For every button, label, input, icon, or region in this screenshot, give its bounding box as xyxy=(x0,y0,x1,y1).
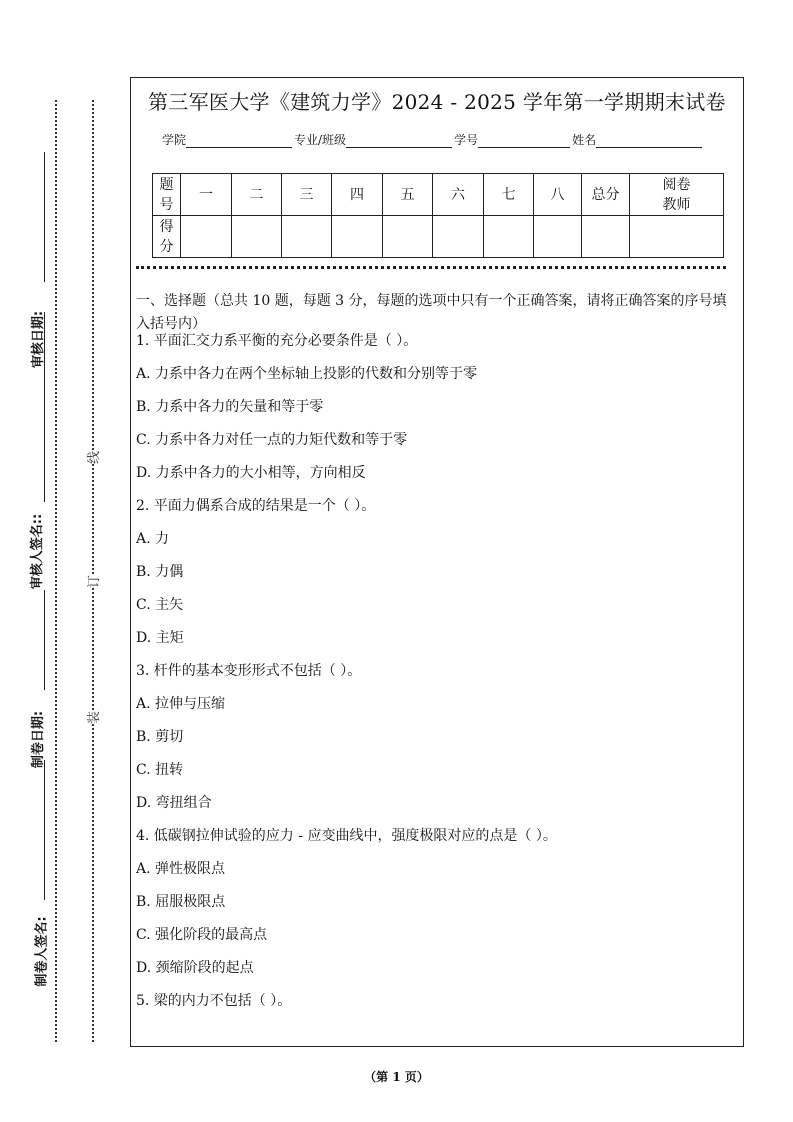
option-line: D. 主矩 xyxy=(136,630,184,646)
make-date-label: 制卷日期: xyxy=(31,710,47,769)
header-label: 题号 xyxy=(153,174,181,216)
major-field[interactable] xyxy=(346,133,452,148)
divider-dotted xyxy=(136,266,726,269)
question-line: 2. 平面力偶系合成的结果是一个（ ）。 xyxy=(136,498,376,514)
score-cell[interactable] xyxy=(181,216,232,258)
maker-sign-label: 制卷人签名: xyxy=(34,916,50,987)
section-heading: 一、选择题（总共 10 题，每题 3 分，每题的选项中只有一个正确答案，请将正确答案的序号填入括号内） xyxy=(136,293,727,332)
col-8: 八 xyxy=(534,174,582,216)
review-date-label: 审核日期: xyxy=(31,310,47,369)
student-info-line xyxy=(162,131,704,148)
score-label: 得分 xyxy=(153,216,181,258)
option-line: B. 屈服极限点 xyxy=(136,894,226,910)
option-line: B. 剪切 xyxy=(136,729,184,745)
option-line: A. 拉伸与压缩 xyxy=(136,696,226,712)
bind-mark-ding: 订 xyxy=(83,575,102,588)
option-line: D. 弯扭组合 xyxy=(136,795,212,811)
option-line: D. 力系中各力的大小相等，方向相反 xyxy=(136,465,366,481)
option-line: B. 力系中各力的矢量和等于零 xyxy=(136,399,324,415)
col-5: 五 xyxy=(383,174,433,216)
col-grader: 阅卷教师 xyxy=(630,174,724,216)
option-line: B. 力偶 xyxy=(136,564,184,580)
student-id-label: 学号 xyxy=(454,133,479,147)
name-field[interactable] xyxy=(596,133,702,148)
col-total: 总分 xyxy=(582,174,630,216)
score-cell[interactable] xyxy=(484,216,534,258)
major-label: 专业/班级 xyxy=(294,133,347,147)
college-field[interactable] xyxy=(186,133,292,148)
reviewer-sign-line xyxy=(44,312,45,502)
maker-sign-line xyxy=(44,760,45,900)
col-4: 四 xyxy=(332,174,383,216)
page-number: （第 1 页） xyxy=(364,1070,429,1084)
option-line: A. 力 xyxy=(136,531,170,547)
score-cell[interactable] xyxy=(534,216,582,258)
option-line: C. 力系中各力对任一点的力矩代数和等于零 xyxy=(136,432,408,448)
seal-dotted-line-outer xyxy=(55,100,57,1042)
score-cell[interactable] xyxy=(332,216,383,258)
option-line: C. 主矢 xyxy=(136,597,184,613)
option-line: D. 颈缩阶段的起点 xyxy=(136,960,254,976)
questions xyxy=(136,290,736,1024)
review-date-line xyxy=(44,152,45,282)
make-date-line xyxy=(44,590,45,690)
score-cell[interactable] xyxy=(582,216,630,258)
option-line: C. 扭转 xyxy=(136,762,184,778)
name-label: 姓名 xyxy=(572,133,597,147)
col-7: 七 xyxy=(484,174,534,216)
question-line: 1. 平面汇交力系平衡的充分必要条件是（ ）。 xyxy=(136,333,418,349)
col-1: 一 xyxy=(181,174,232,216)
col-2: 二 xyxy=(232,174,282,216)
option-line: A. 力系中各力在两个坐标轴上投影的代数和分别等于零 xyxy=(136,366,478,382)
question-line: 3. 杆件的基本变形形式不包括（ ）。 xyxy=(136,663,362,679)
score-table-score-row xyxy=(153,216,724,258)
score-cell[interactable] xyxy=(282,216,332,258)
col-6: 六 xyxy=(433,174,484,216)
question-line: 5. 梁的内力不包括（ ）。 xyxy=(136,993,292,1009)
bind-mark-line: 线 xyxy=(83,451,102,464)
student-id-field[interactable] xyxy=(478,133,570,148)
option-line: A. 弹性极限点 xyxy=(136,861,226,877)
score-table-header-row xyxy=(153,174,724,216)
question-line: 4. 低碳钢拉伸试验的应力 - 应变曲线中，强度极限对应的点是（ ）。 xyxy=(136,828,557,844)
bind-mark-zhuang: 装 xyxy=(83,711,102,724)
reviewer-sign-label: 审核人签名:: xyxy=(30,513,46,590)
score-cell[interactable] xyxy=(433,216,484,258)
seal-dotted-line-inner xyxy=(92,100,94,1042)
score-cell[interactable] xyxy=(630,216,724,258)
score-table xyxy=(152,173,724,258)
score-cell[interactable] xyxy=(383,216,433,258)
page-title: 第三军医大学《建筑力学》2024 - 2025 学年第一学期期末试卷 xyxy=(148,90,726,114)
option-line: C. 强化阶段的最高点 xyxy=(136,927,268,943)
score-cell[interactable] xyxy=(232,216,282,258)
college-label: 学院 xyxy=(162,133,187,147)
col-3: 三 xyxy=(282,174,332,216)
